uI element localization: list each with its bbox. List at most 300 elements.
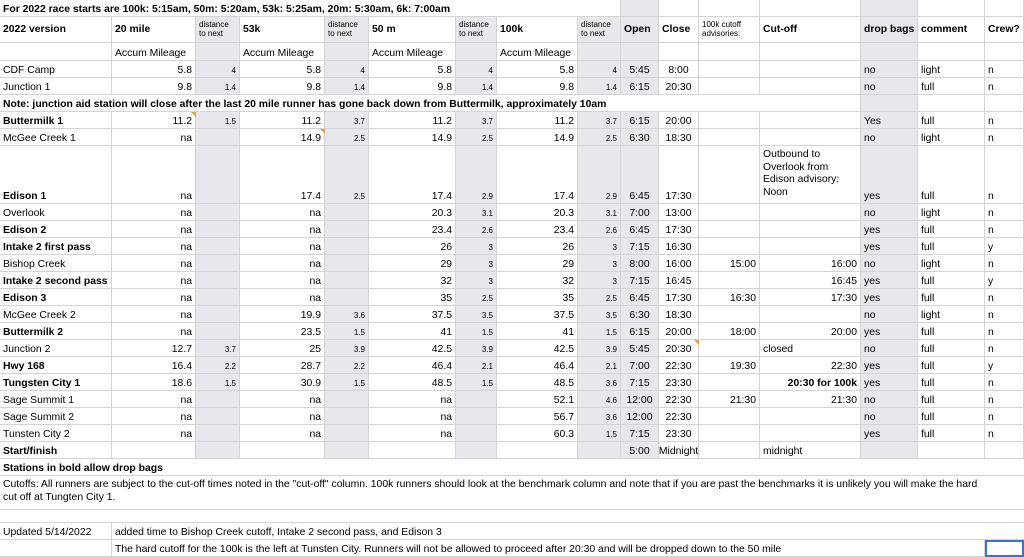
- table-cell[interactable]: [325, 272, 369, 289]
- empty-cell[interactable]: [861, 95, 918, 112]
- table-cell[interactable]: 13:00: [659, 204, 699, 221]
- table-cell[interactable]: [456, 425, 497, 442]
- table-cell[interactable]: 3: [578, 238, 621, 255]
- station-name[interactable]: Sage Summit 2: [0, 408, 112, 425]
- table-cell[interactable]: n: [985, 374, 1024, 391]
- table-cell[interactable]: na: [240, 272, 325, 289]
- empty-cell[interactable]: [861, 0, 918, 17]
- table-cell[interactable]: yes: [861, 425, 918, 442]
- table-cell[interactable]: 3.1: [456, 204, 497, 221]
- table-cell[interactable]: 6:15: [621, 78, 659, 95]
- table-cell[interactable]: [196, 391, 240, 408]
- station-name[interactable]: Buttermilk 2: [0, 323, 112, 340]
- table-cell[interactable]: full: [918, 425, 985, 442]
- empty-cell[interactable]: [918, 43, 985, 61]
- empty-cell[interactable]: [861, 43, 918, 61]
- column-header[interactable]: 20 mile: [112, 17, 196, 43]
- table-cell[interactable]: 19.9: [240, 306, 325, 323]
- accum-mileage-label[interactable]: Accum Mileage: [112, 43, 196, 61]
- table-cell[interactable]: 1.4: [196, 78, 240, 95]
- table-cell[interactable]: 3.9: [325, 340, 369, 357]
- table-cell[interactable]: 7:00: [621, 204, 659, 221]
- table-cell[interactable]: [196, 129, 240, 146]
- table-cell[interactable]: 16:30: [699, 289, 760, 306]
- table-cell[interactable]: 14.9: [497, 129, 578, 146]
- empty-cell[interactable]: [985, 0, 1024, 17]
- table-cell[interactable]: 35: [497, 289, 578, 306]
- table-cell[interactable]: 2.9: [456, 146, 497, 204]
- table-cell[interactable]: 20:00: [760, 323, 861, 340]
- table-cell[interactable]: 3.7: [325, 112, 369, 129]
- table-cell[interactable]: no: [861, 408, 918, 425]
- table-cell[interactable]: [699, 61, 760, 78]
- table-cell[interactable]: 2.5: [325, 129, 369, 146]
- table-cell[interactable]: 3.7: [196, 340, 240, 357]
- table-cell[interactable]: na: [240, 221, 325, 238]
- table-cell[interactable]: na: [240, 289, 325, 306]
- table-cell[interactable]: 1.4: [578, 78, 621, 95]
- table-cell[interactable]: na: [112, 289, 196, 306]
- station-name[interactable]: Start/finish: [0, 442, 112, 459]
- table-cell[interactable]: no: [861, 340, 918, 357]
- table-cell[interactable]: full: [918, 78, 985, 95]
- empty-cell[interactable]: [196, 43, 240, 61]
- table-cell[interactable]: no: [861, 78, 918, 95]
- table-cell[interactable]: 2.2: [196, 357, 240, 374]
- table-cell[interactable]: y: [985, 357, 1024, 374]
- table-cell[interactable]: [578, 442, 621, 459]
- table-cell[interactable]: [325, 425, 369, 442]
- table-cell[interactable]: [325, 221, 369, 238]
- table-cell[interactable]: 35: [369, 289, 456, 306]
- table-cell[interactable]: full: [918, 340, 985, 357]
- table-cell[interactable]: 41: [497, 323, 578, 340]
- table-cell[interactable]: na: [240, 391, 325, 408]
- table-cell[interactable]: [985, 442, 1024, 459]
- table-cell[interactable]: [699, 146, 760, 204]
- table-cell[interactable]: 28.7: [240, 357, 325, 374]
- table-cell[interactable]: 11.2: [369, 112, 456, 129]
- empty-cell[interactable]: [659, 43, 699, 61]
- table-cell[interactable]: na: [112, 425, 196, 442]
- table-cell[interactable]: 2.5: [456, 289, 497, 306]
- table-cell[interactable]: no: [861, 129, 918, 146]
- table-cell[interactable]: [196, 221, 240, 238]
- table-cell[interactable]: na: [240, 425, 325, 442]
- station-name[interactable]: Intake 2 first pass: [0, 238, 112, 255]
- station-name[interactable]: Overlook: [0, 204, 112, 221]
- table-cell[interactable]: 17.4: [497, 146, 578, 204]
- table-cell[interactable]: light: [918, 306, 985, 323]
- table-cell[interactable]: no: [861, 255, 918, 272]
- table-cell[interactable]: [760, 204, 861, 221]
- table-cell[interactable]: na: [240, 238, 325, 255]
- table-cell[interactable]: 7:00: [621, 357, 659, 374]
- table-cell[interactable]: 6:45: [621, 146, 659, 204]
- station-name[interactable]: Edison 2: [0, 221, 112, 238]
- table-cell[interactable]: full: [918, 391, 985, 408]
- table-cell[interactable]: 1.4: [456, 78, 497, 95]
- column-header[interactable]: comment: [918, 17, 985, 43]
- table-cell[interactable]: [699, 442, 760, 459]
- empty-row[interactable]: [0, 510, 1024, 523]
- accum-mileage-label[interactable]: Accum Mileage: [497, 43, 578, 61]
- table-cell[interactable]: yes: [861, 238, 918, 255]
- table-cell[interactable]: [196, 238, 240, 255]
- table-cell[interactable]: [456, 408, 497, 425]
- column-header[interactable]: Close: [659, 17, 699, 43]
- table-cell[interactable]: n: [985, 289, 1024, 306]
- table-cell[interactable]: [325, 238, 369, 255]
- table-cell[interactable]: no: [861, 391, 918, 408]
- table-cell[interactable]: [196, 442, 240, 459]
- table-cell[interactable]: na: [112, 272, 196, 289]
- table-cell[interactable]: 16:30: [659, 238, 699, 255]
- table-cell[interactable]: 37.5: [497, 306, 578, 323]
- table-cell[interactable]: [325, 289, 369, 306]
- table-cell[interactable]: [456, 442, 497, 459]
- table-cell[interactable]: 22:30: [659, 391, 699, 408]
- table-cell[interactable]: full: [918, 289, 985, 306]
- table-cell[interactable]: 17:30: [659, 146, 699, 204]
- table-cell[interactable]: [196, 272, 240, 289]
- table-cell[interactable]: 6:30: [621, 306, 659, 323]
- table-cell[interactable]: [325, 391, 369, 408]
- table-cell[interactable]: yes: [861, 374, 918, 391]
- table-cell[interactable]: [699, 408, 760, 425]
- table-cell[interactable]: 3: [456, 255, 497, 272]
- table-cell[interactable]: 15:00: [699, 255, 760, 272]
- selected-cell[interactable]: [985, 540, 1024, 557]
- empty-cell[interactable]: [0, 43, 112, 61]
- table-cell[interactable]: 3.1: [578, 204, 621, 221]
- table-cell[interactable]: 3.7: [578, 112, 621, 129]
- table-cell[interactable]: 20:30: [659, 78, 699, 95]
- column-header[interactable]: distance to next: [196, 17, 240, 43]
- table-cell[interactable]: 17.4: [240, 146, 325, 204]
- table-cell[interactable]: [325, 442, 369, 459]
- table-cell[interactable]: full: [918, 221, 985, 238]
- table-cell[interactable]: na: [112, 255, 196, 272]
- table-cell[interactable]: 42.5: [369, 340, 456, 357]
- table-cell[interactable]: n: [985, 61, 1024, 78]
- table-cell[interactable]: 20:30 for 100k: [760, 374, 861, 391]
- table-cell[interactable]: na: [112, 221, 196, 238]
- table-cell[interactable]: n: [985, 221, 1024, 238]
- table-cell[interactable]: 3.6: [578, 374, 621, 391]
- table-cell[interactable]: [196, 425, 240, 442]
- table-cell[interactable]: 56.7: [497, 408, 578, 425]
- table-cell[interactable]: 2.5: [578, 289, 621, 306]
- table-cell[interactable]: 22:30: [659, 357, 699, 374]
- empty-cell[interactable]: [621, 43, 659, 61]
- table-cell[interactable]: 6:45: [621, 221, 659, 238]
- table-cell[interactable]: [240, 442, 325, 459]
- table-cell[interactable]: 2.1: [578, 357, 621, 374]
- table-cell[interactable]: 7:15: [621, 374, 659, 391]
- table-cell[interactable]: 7:15: [621, 238, 659, 255]
- table-cell[interactable]: n: [985, 340, 1024, 357]
- table-cell[interactable]: 22:30: [760, 357, 861, 374]
- table-cell[interactable]: [196, 289, 240, 306]
- table-cell[interactable]: 3.9: [578, 340, 621, 357]
- table-cell[interactable]: 4: [325, 61, 369, 78]
- table-cell[interactable]: na: [369, 425, 456, 442]
- table-cell[interactable]: 18:00: [699, 323, 760, 340]
- column-header[interactable]: 2022 version: [0, 17, 112, 43]
- title-cell[interactable]: For 2022 race starts are 100k: 5:15am, 50m: 5:20am, 53k: 5:25am, 20m: 5:30am, 6k: 7:00am: [0, 0, 621, 17]
- table-cell[interactable]: 20.3: [497, 204, 578, 221]
- table-cell[interactable]: [699, 374, 760, 391]
- table-cell[interactable]: yes: [861, 272, 918, 289]
- empty-cell[interactable]: [918, 0, 985, 17]
- column-header[interactable]: Cut-off: [760, 17, 861, 43]
- table-cell[interactable]: 8:00: [621, 255, 659, 272]
- table-cell[interactable]: 11.2: [112, 112, 196, 129]
- station-name[interactable]: Edison 3: [0, 289, 112, 306]
- table-cell[interactable]: 4: [196, 61, 240, 78]
- table-cell[interactable]: 17.4: [369, 146, 456, 204]
- table-cell[interactable]: [760, 306, 861, 323]
- table-cell[interactable]: 4: [578, 61, 621, 78]
- station-name[interactable]: Bishop Creek: [0, 255, 112, 272]
- table-cell[interactable]: 1.5: [196, 374, 240, 391]
- table-cell[interactable]: [196, 255, 240, 272]
- table-cell[interactable]: [699, 272, 760, 289]
- comment-marker-icon[interactable]: [191, 112, 196, 117]
- table-cell[interactable]: 3: [578, 255, 621, 272]
- table-cell[interactable]: 22:30: [659, 408, 699, 425]
- table-cell[interactable]: 1.4: [325, 78, 369, 95]
- table-cell[interactable]: light: [918, 204, 985, 221]
- table-cell[interactable]: 4: [456, 61, 497, 78]
- table-cell[interactable]: 32: [369, 272, 456, 289]
- table-cell[interactable]: n: [985, 391, 1024, 408]
- table-cell[interactable]: [760, 61, 861, 78]
- table-cell[interactable]: 23:30: [659, 425, 699, 442]
- table-cell[interactable]: n: [985, 204, 1024, 221]
- station-name[interactable]: Intake 2 second pass: [0, 272, 112, 289]
- table-cell[interactable]: yes: [861, 146, 918, 204]
- empty-cell[interactable]: [325, 43, 369, 61]
- empty-cell[interactable]: [578, 43, 621, 61]
- empty-cell[interactable]: [760, 43, 861, 61]
- table-cell[interactable]: 41: [369, 323, 456, 340]
- table-cell[interactable]: [760, 221, 861, 238]
- table-cell[interactable]: [699, 425, 760, 442]
- table-cell[interactable]: 3.7: [456, 112, 497, 129]
- table-cell[interactable]: na: [112, 391, 196, 408]
- table-cell[interactable]: 23:30: [659, 374, 699, 391]
- table-cell[interactable]: [699, 340, 760, 357]
- empty-cell[interactable]: [621, 0, 659, 17]
- table-cell[interactable]: n: [985, 129, 1024, 146]
- table-cell[interactable]: yes: [861, 289, 918, 306]
- drop-bag-note[interactable]: Stations in bold allow drop bags: [0, 459, 1024, 476]
- station-name[interactable]: Hwy 168: [0, 357, 112, 374]
- table-cell[interactable]: light: [918, 61, 985, 78]
- column-header[interactable]: 50 m: [369, 17, 456, 43]
- table-cell[interactable]: Yes: [861, 112, 918, 129]
- table-cell[interactable]: na: [240, 408, 325, 425]
- table-cell[interactable]: 3.9: [456, 340, 497, 357]
- station-name[interactable]: Tungsten City 1: [0, 374, 112, 391]
- station-name[interactable]: Edison 1: [0, 146, 112, 204]
- accum-mileage-label[interactable]: Accum Mileage: [369, 43, 456, 61]
- table-cell[interactable]: 23.4: [497, 221, 578, 238]
- table-cell[interactable]: full: [918, 357, 985, 374]
- table-cell[interactable]: 21:30: [760, 391, 861, 408]
- table-cell[interactable]: [699, 204, 760, 221]
- empty-cell[interactable]: [760, 0, 861, 17]
- cutoffs-note[interactable]: Cutoffs: All runners are subject to the cut-off times noted in the "cut-off" column. 100k runners should look at the benchmark column and note that if you are past the benchmarks it is unlikely you will make the hard cut off at Tungten City 1.: [0, 476, 1024, 510]
- table-cell[interactable]: 16:00: [659, 255, 699, 272]
- table-cell[interactable]: 6:45: [621, 289, 659, 306]
- table-cell[interactable]: [325, 204, 369, 221]
- table-cell[interactable]: 2.6: [578, 221, 621, 238]
- table-cell[interactable]: 46.4: [369, 357, 456, 374]
- table-cell[interactable]: 2.9: [578, 146, 621, 204]
- column-header[interactable]: 53k: [240, 17, 325, 43]
- table-cell[interactable]: 16:45: [760, 272, 861, 289]
- table-cell[interactable]: full: [918, 272, 985, 289]
- hard-cutoff-note[interactable]: The hard cutoff for the 100k is the left at Tunsten City. Runners will not be allowed to proceed after 20:30 and will be dropped down to the 50 mile: [112, 540, 985, 557]
- table-cell[interactable]: 6:15: [621, 323, 659, 340]
- table-cell[interactable]: 1.5: [456, 323, 497, 340]
- table-cell[interactable]: 3.5: [578, 306, 621, 323]
- table-cell[interactable]: light: [918, 255, 985, 272]
- table-cell[interactable]: 16.4: [112, 357, 196, 374]
- table-cell[interactable]: 5:00: [621, 442, 659, 459]
- table-cell[interactable]: 20.3: [369, 204, 456, 221]
- table-cell[interactable]: 16:45: [659, 272, 699, 289]
- table-cell[interactable]: 42.5: [497, 340, 578, 357]
- table-cell[interactable]: 9.8: [497, 78, 578, 95]
- empty-cell[interactable]: [659, 0, 699, 17]
- table-cell[interactable]: 1.5: [578, 425, 621, 442]
- table-cell[interactable]: no: [861, 204, 918, 221]
- table-cell[interactable]: 14.9: [369, 129, 456, 146]
- accum-mileage-label[interactable]: Accum Mileage: [240, 43, 325, 61]
- table-cell[interactable]: na: [369, 408, 456, 425]
- table-cell[interactable]: n: [985, 425, 1024, 442]
- table-cell[interactable]: no: [861, 61, 918, 78]
- table-cell[interactable]: 7:15: [621, 272, 659, 289]
- column-header[interactable]: distance to next: [325, 17, 369, 43]
- table-cell[interactable]: na: [112, 204, 196, 221]
- table-cell[interactable]: [760, 112, 861, 129]
- table-cell[interactable]: 1.5: [196, 112, 240, 129]
- table-cell[interactable]: 18:30: [659, 129, 699, 146]
- table-cell[interactable]: 5.8: [497, 61, 578, 78]
- table-cell[interactable]: 29: [369, 255, 456, 272]
- table-cell[interactable]: 16:00: [760, 255, 861, 272]
- table-cell[interactable]: [112, 442, 196, 459]
- table-cell[interactable]: 3: [456, 272, 497, 289]
- table-cell[interactable]: 5:45: [621, 61, 659, 78]
- table-cell[interactable]: [456, 391, 497, 408]
- table-cell[interactable]: [196, 408, 240, 425]
- table-cell[interactable]: [699, 221, 760, 238]
- table-cell[interactable]: 2.5: [456, 129, 497, 146]
- table-cell[interactable]: [369, 442, 456, 459]
- table-cell[interactable]: [196, 204, 240, 221]
- table-cell[interactable]: 9.8: [112, 78, 196, 95]
- table-cell[interactable]: [760, 238, 861, 255]
- table-cell[interactable]: 11.2: [497, 112, 578, 129]
- table-cell[interactable]: 1.5: [578, 323, 621, 340]
- station-name[interactable]: Sage Summit 1: [0, 391, 112, 408]
- table-cell[interactable]: full: [918, 374, 985, 391]
- empty-cell[interactable]: [985, 95, 1024, 112]
- table-cell[interactable]: 6:30: [621, 129, 659, 146]
- table-cell[interactable]: no: [861, 306, 918, 323]
- table-cell[interactable]: na: [112, 408, 196, 425]
- table-cell[interactable]: yes: [861, 357, 918, 374]
- table-cell[interactable]: 3.6: [578, 408, 621, 425]
- table-cell[interactable]: 18:30: [659, 306, 699, 323]
- table-cell[interactable]: yes: [861, 323, 918, 340]
- table-cell[interactable]: na: [369, 391, 456, 408]
- table-cell[interactable]: [699, 306, 760, 323]
- table-cell[interactable]: 1.5: [325, 323, 369, 340]
- table-cell[interactable]: na: [112, 323, 196, 340]
- table-cell[interactable]: Outbound to Overlook from Edison advisory: Noon: [760, 146, 861, 204]
- table-cell[interactable]: 12:00: [621, 408, 659, 425]
- table-cell[interactable]: 3.6: [325, 306, 369, 323]
- empty-cell[interactable]: [699, 0, 760, 17]
- table-cell[interactable]: 9.8: [240, 78, 325, 95]
- table-cell[interactable]: 3.5: [456, 306, 497, 323]
- table-cell[interactable]: 2.1: [456, 357, 497, 374]
- table-cell[interactable]: 17:30: [659, 289, 699, 306]
- empty-cell[interactable]: [918, 95, 985, 112]
- table-cell[interactable]: 25: [240, 340, 325, 357]
- table-cell[interactable]: [196, 306, 240, 323]
- table-cell[interactable]: n: [985, 255, 1024, 272]
- table-cell[interactable]: full: [918, 408, 985, 425]
- table-cell[interactable]: [325, 255, 369, 272]
- table-cell[interactable]: na: [240, 255, 325, 272]
- table-cell[interactable]: na: [112, 238, 196, 255]
- table-cell[interactable]: full: [918, 238, 985, 255]
- column-header[interactable]: distance to next: [578, 17, 621, 43]
- table-cell[interactable]: yes: [861, 221, 918, 238]
- table-cell[interactable]: 19:30: [699, 357, 760, 374]
- table-cell[interactable]: 17:30: [760, 289, 861, 306]
- table-cell[interactable]: 14.9: [240, 129, 325, 146]
- junction-note[interactable]: Note: junction aid station will close after the last 20 mile runner has gone back down from Buttermilk, approximately 10am: [0, 95, 861, 112]
- table-cell[interactable]: [699, 129, 760, 146]
- table-cell[interactable]: na: [112, 306, 196, 323]
- comment-marker-icon[interactable]: [320, 129, 325, 134]
- table-cell[interactable]: 12.7: [112, 340, 196, 357]
- table-cell[interactable]: na: [240, 204, 325, 221]
- table-cell[interactable]: 48.5: [497, 374, 578, 391]
- table-cell[interactable]: 30.9: [240, 374, 325, 391]
- table-cell[interactable]: 32: [497, 272, 578, 289]
- table-cell[interactable]: 17:30: [659, 221, 699, 238]
- column-header[interactable]: Open: [621, 17, 659, 43]
- station-name[interactable]: McGee Creek 2: [0, 306, 112, 323]
- table-cell[interactable]: [760, 408, 861, 425]
- table-cell[interactable]: 3: [456, 238, 497, 255]
- column-header[interactable]: 100k: [497, 17, 578, 43]
- updated-date[interactable]: Updated 5/14/2022: [0, 523, 112, 540]
- table-cell[interactable]: na: [112, 146, 196, 204]
- table-cell[interactable]: y: [985, 238, 1024, 255]
- table-cell[interactable]: n: [985, 78, 1024, 95]
